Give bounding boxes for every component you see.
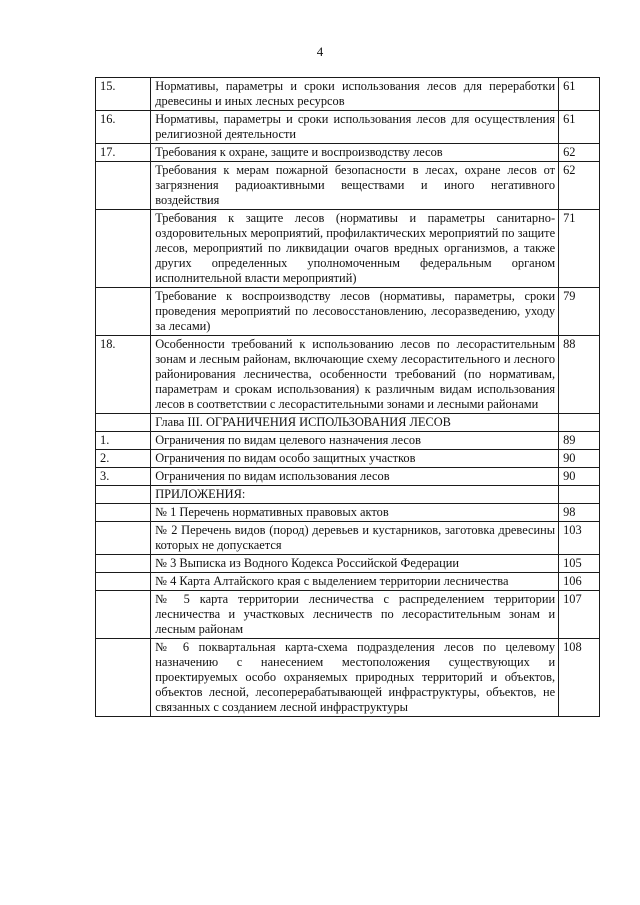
row-page: 105 <box>559 555 600 573</box>
row-page: 62 <box>559 144 600 162</box>
table-of-contents <box>95 77 600 717</box>
row-title: Ограничения по видам использования лесов <box>151 468 559 486</box>
row-title: № 3 Выписка из Водного Кодекса Российской Федерации <box>151 555 559 573</box>
toc-body <box>96 78 600 717</box>
row-title: Ограничения по видам целевого назначения лесов <box>151 432 559 450</box>
table-row <box>96 450 600 468</box>
row-title: Глава III. ОГРАНИЧЕНИЯ ИСПОЛЬЗОВАНИЯ ЛЕСОВ <box>151 414 559 432</box>
row-page: 62 <box>559 162 600 210</box>
row-number <box>96 591 151 639</box>
row-page: 88 <box>559 336 600 414</box>
table-row <box>96 522 600 555</box>
row-page: 103 <box>559 522 600 555</box>
table-row <box>96 414 600 432</box>
row-title: Ограничения по видам особо защитных участков <box>151 450 559 468</box>
row-number <box>96 414 151 432</box>
table-row <box>96 210 600 288</box>
row-title: Требования к охране, защите и воспроизводству лесов <box>151 144 559 162</box>
row-number <box>96 162 151 210</box>
table-row <box>96 504 600 522</box>
row-page: 79 <box>559 288 600 336</box>
row-page <box>559 414 600 432</box>
row-page <box>559 486 600 504</box>
table-row <box>96 111 600 144</box>
row-title: Требование к воспроизводству лесов (нормативы, параметры, сроки проведения мероприятий по лесовосстановлению, лесоразведению, уходу за лесами) <box>151 288 559 336</box>
table-row <box>96 144 600 162</box>
row-title: № 2 Перечень видов (пород) деревьев и кустарников, заготовка древесины которых не допускается <box>151 522 559 555</box>
row-title: № 5 карта территории лесничества с распределением территории лесничества и участковых лесничеств по лесорастительным зонам и лесным районам <box>151 591 559 639</box>
table-row <box>96 486 600 504</box>
row-number: 2. <box>96 450 151 468</box>
row-page: 90 <box>559 468 600 486</box>
row-title: Требования к защите лесов (нормативы и параметры санитарно-оздоровительных мероприятий, профилактических мероприятий по защите лесов, мероприятий по ликвидации очагов вредных организмов, а также других определенных уполномоченным федеральным органом исполнительной власти мероприятий) <box>151 210 559 288</box>
row-title: Особенности требований к использованию лесов по лесорастительным зонам и лесным районам, включающие схему лесорастительного и лесного районирования лесничества, особенности требований (по нормативам, параметрам и срокам использования) к различным видам использования лесов в соответствии с лесорастительными зонами и лесными районами <box>151 336 559 414</box>
row-number <box>96 288 151 336</box>
row-page: 90 <box>559 450 600 468</box>
row-page: 61 <box>559 78 600 111</box>
row-title: № 1 Перечень нормативных правовых актов <box>151 504 559 522</box>
table-row <box>96 573 600 591</box>
row-title: Нормативы, параметры и сроки использования лесов для осуществления религиозной деятельности <box>151 111 559 144</box>
row-number <box>96 522 151 555</box>
row-number: 18. <box>96 336 151 414</box>
row-page: 106 <box>559 573 600 591</box>
table-row <box>96 555 600 573</box>
table-row <box>96 591 600 639</box>
row-title: № 4 Карта Алтайского края с выделением территории лесничества <box>151 573 559 591</box>
table-row <box>96 162 600 210</box>
table-row <box>96 78 600 111</box>
row-number <box>96 486 151 504</box>
row-page: 108 <box>559 639 600 717</box>
table-row <box>96 432 600 450</box>
row-title: Нормативы, параметры и сроки использования лесов для переработки древесины и иных лесных ресурсов <box>151 78 559 111</box>
table-row <box>96 288 600 336</box>
table-row <box>96 468 600 486</box>
table-row <box>96 639 600 717</box>
row-page: 107 <box>559 591 600 639</box>
row-title: № 6 поквартальная карта-схема подразделения лесов по целевому назначению с нанесением местоположения существующих и проектируемых особо охраняемых природных территорий и объектов, объектов лесной, лесоперерабатывающей инфраструктуры, объектов, не связанных с созданием лесной инфраструктуры <box>151 639 559 717</box>
table-row <box>96 336 600 414</box>
row-number: 1. <box>96 432 151 450</box>
row-number <box>96 573 151 591</box>
row-number: 3. <box>96 468 151 486</box>
row-page: 98 <box>559 504 600 522</box>
page-number: 4 <box>316 44 324 59</box>
row-number: 16. <box>96 111 151 144</box>
row-page: 89 <box>559 432 600 450</box>
row-page: 61 <box>559 111 600 144</box>
row-number <box>96 555 151 573</box>
row-number <box>96 639 151 717</box>
row-title: ПРИЛОЖЕНИЯ: <box>151 486 559 504</box>
row-page: 71 <box>559 210 600 288</box>
row-number <box>96 504 151 522</box>
row-number <box>96 210 151 288</box>
row-number: 15. <box>96 78 151 111</box>
row-title: Требования к мерам пожарной безопасности в лесах, охране лесов от загрязнения радиоактивными веществами и иного негативного воздействия <box>151 162 559 210</box>
row-number: 17. <box>96 144 151 162</box>
